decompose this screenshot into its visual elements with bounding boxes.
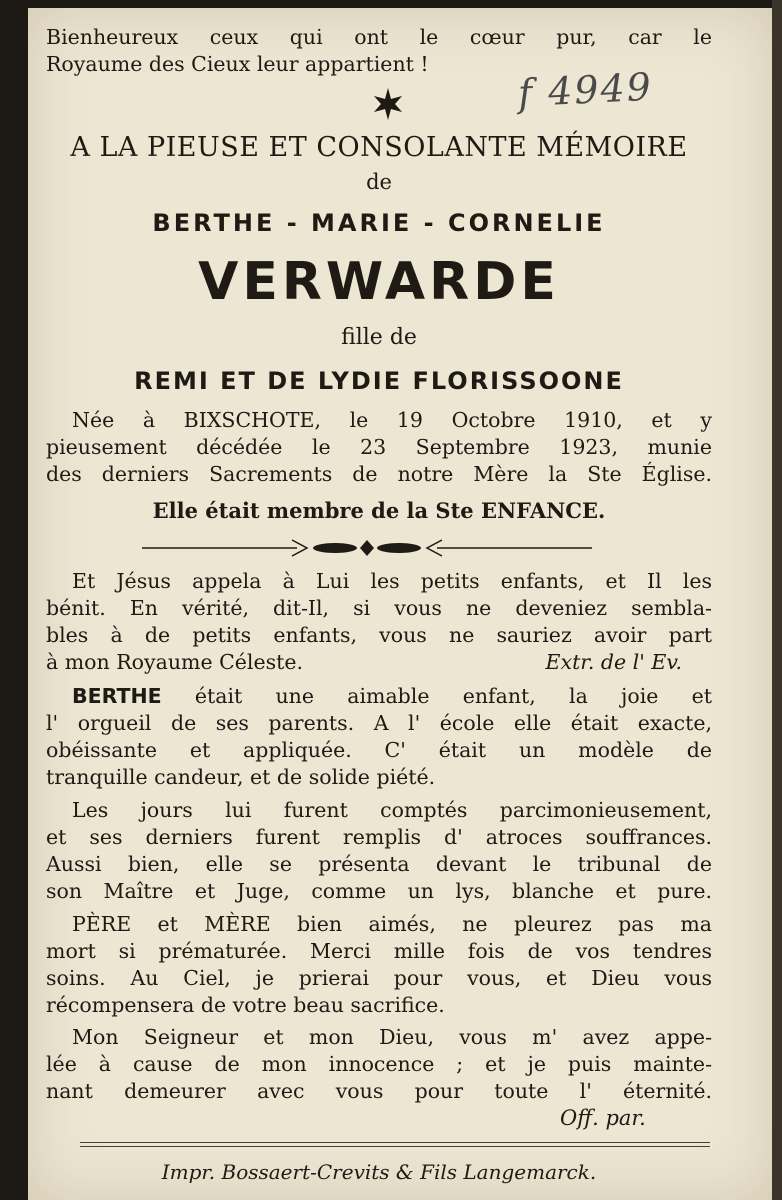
seigneur-paragraph bbox=[46, 1024, 712, 1105]
text-line: obéissante et appliquée. C' était un modèle de bbox=[46, 738, 712, 762]
text-line: soins. Au Ciel, je prierai pour vous, et Dieu vous bbox=[46, 966, 712, 990]
fille-de-text: fille de bbox=[341, 325, 417, 350]
berthe-first-rest: était une aimable enfant, la joie et bbox=[161, 684, 712, 708]
cross-icon bbox=[370, 86, 406, 122]
printer: Impr. Bossaert-Crevits & Fils Langemarck. bbox=[161, 1160, 597, 1184]
text-line: Née à BIXSCHOTE, le 19 Octobre 1910, et y bbox=[72, 408, 712, 432]
text-line: Les jours lui furent comptés parcimonieusement, bbox=[72, 798, 712, 822]
surname: VERWARDE bbox=[198, 252, 560, 312]
text-line: l' orgueil de ses parents. A l' école elle était exacte, bbox=[46, 711, 712, 735]
berthe-lead: BERTHE bbox=[72, 684, 162, 708]
text-line: des derniers Sacrements de notre Mère la Ste Église. bbox=[46, 462, 712, 486]
verse-line: Bienheureux ceux qui ont le cœur pur, car le bbox=[46, 25, 712, 49]
text-line: son Maître et Juge, comme un lys, blanche et pure. bbox=[46, 879, 712, 903]
given-names: BERTHE - MARIE - CORNELIE bbox=[152, 209, 606, 237]
text-line: pieusement décédée le 23 Septembre 1923, munie bbox=[46, 435, 712, 459]
memorial-heading: A LA PIEUSE ET CONSOLANTE MÉMOIRE bbox=[70, 132, 688, 163]
divider-line bbox=[80, 1146, 710, 1147]
membership: Elle était membre de la Ste ENFANCE. bbox=[152, 498, 606, 523]
handwritten-number: f 4949 bbox=[516, 64, 654, 116]
ornamental-rule bbox=[142, 536, 592, 560]
birth-death-text bbox=[46, 407, 712, 488]
text-line: Aussi bien, elle se présenta devant le tribunal de bbox=[46, 852, 712, 876]
text-line: bles à de petits enfants, vous ne sauriez avoir part bbox=[46, 623, 712, 647]
de-text: de bbox=[366, 170, 392, 194]
text-line: récompensera de votre beau sacrifice. bbox=[46, 993, 445, 1017]
text-line: PÈRE et MÈRE bien aimés, ne pleurez pas ma bbox=[72, 912, 712, 936]
berthe-paragraph bbox=[46, 683, 712, 791]
text-line bbox=[46, 649, 712, 676]
card-edge bbox=[772, 0, 782, 1200]
gospel-source: Extr. de l' Ev. bbox=[545, 650, 682, 674]
gospel-last-line: à mon Royaume Céleste. bbox=[46, 650, 304, 674]
text-line: lée à cause de mon innocence ; et je puis mainte- bbox=[46, 1052, 712, 1076]
verse-line: Royaume des Cieux leur appartient ! bbox=[46, 51, 429, 76]
text-line: et ses derniers furent remplis d' atroces souffrances. bbox=[46, 825, 712, 849]
gospel-paragraph bbox=[46, 568, 712, 676]
text-line: bénit. En vérité, dit-Il, si vous ne deveniez sembla- bbox=[46, 596, 712, 620]
text-line: nant demeurer avec vous pour toute l' éternité. bbox=[46, 1079, 712, 1103]
divider-line bbox=[80, 1142, 710, 1143]
text-line: Mon Seigneur et mon Dieu, vous m' avez appe- bbox=[72, 1025, 712, 1049]
jours-paragraph bbox=[46, 797, 712, 905]
closing: Off. par. bbox=[560, 1106, 646, 1130]
text-line: Et Jésus appela à Lui les petits enfants, et Il les bbox=[72, 569, 712, 593]
parents: REMI ET DE LYDIE FLORISSOONE bbox=[134, 367, 624, 395]
pere-mere-paragraph bbox=[46, 911, 712, 1019]
text-line: mort si prématurée. Merci mille fois de vos tendres bbox=[46, 939, 712, 963]
text-line: tranquille candeur, et de solide piété. bbox=[46, 765, 436, 789]
text-line bbox=[46, 683, 712, 710]
